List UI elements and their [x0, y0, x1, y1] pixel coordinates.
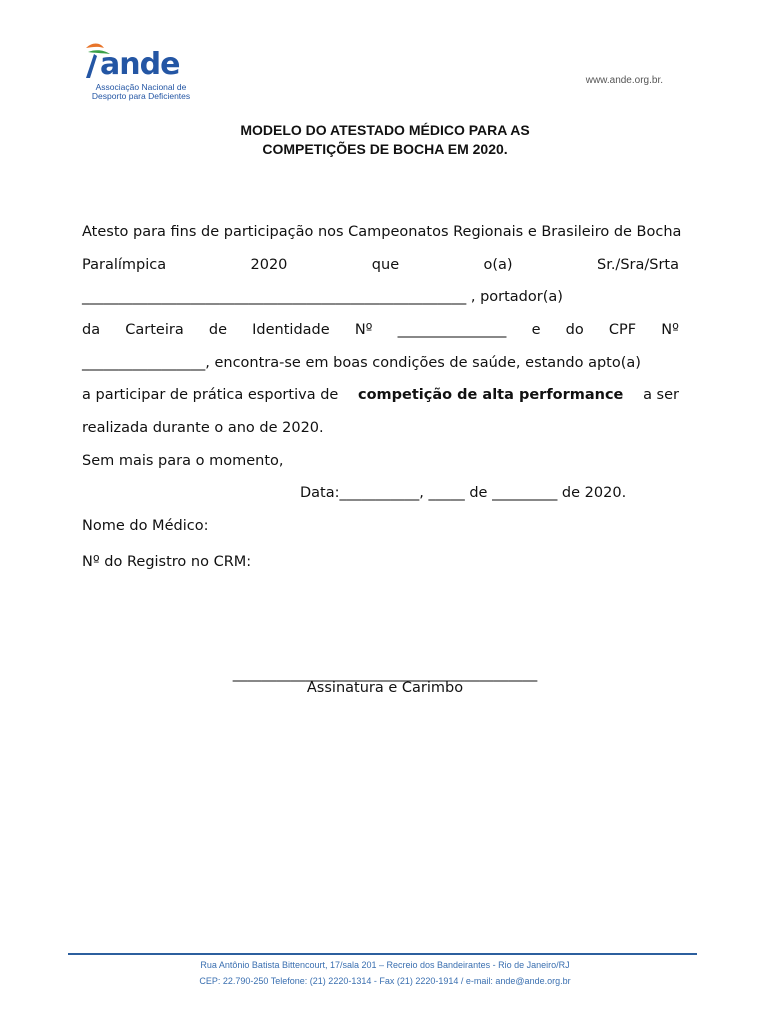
text-before-bold: a participar de prática esportiva de [82, 387, 339, 403]
paragraph-line-1: Atesto para fins de participação nos Campeonatos Regionais e Brasileiro de Bocha [82, 224, 682, 240]
word: Identidade [252, 322, 330, 338]
document-title [0, 121, 770, 159]
word: 2020 [250, 257, 288, 273]
signature-rule: __________________________________________ [232, 666, 538, 682]
word: Paralímpica [82, 257, 167, 273]
bold-phrase: competição de alta performance [358, 387, 624, 403]
title-line2: COMPETIÇÕES DE BOCHA EM 2020. [262, 141, 508, 157]
word: do [565, 322, 584, 338]
word: o(a) [483, 257, 513, 273]
logo-subtitle-line1: Associação Nacional de [95, 82, 187, 92]
website-url: www.ande.org.br. [585, 75, 663, 86]
identity-number-blank: _______________ [397, 322, 507, 338]
word: da [82, 322, 101, 338]
logo-subtitle [86, 83, 196, 101]
doctor-name-label: Nome do Médico: [82, 518, 209, 534]
date-line: Data:___________, _____ de _________ de 2020. [300, 485, 627, 501]
word: CPF [608, 322, 637, 338]
signature-label: Assinatura e Carimbo [306, 680, 464, 696]
word: Nº [661, 322, 679, 338]
crm-label: Nº do Registro no CRM: [82, 554, 252, 570]
paragraph-line-6 [82, 385, 679, 405]
paragraph-line-5: _________________, encontra-se em boas condições de saúde, estando apto(a) [82, 355, 641, 371]
paragraph-line-7: realizada durante o ano de 2020. [82, 420, 324, 436]
paragraph-line-2 [82, 255, 679, 275]
word: que [371, 257, 400, 273]
footer-divider [68, 953, 697, 955]
word: Nº [354, 322, 373, 338]
logo-subtitle-line2: Desporto para Deficientes [91, 91, 191, 101]
word: Carteira [125, 322, 184, 338]
word: e [531, 322, 541, 338]
footer-contact: CEP: 22.790-250 Telefone: (21) 2220-1314 - Fax (21) 2220-1914 / e-mail: ande@ande.org.br [199, 976, 571, 986]
paragraph-line-4 [82, 320, 679, 340]
title-line1: MODELO DO ATESTADO MÉDICO PARA AS [240, 122, 530, 138]
word: de [208, 322, 227, 338]
paragraph-line-3-name-field: _____________________________________________________ , portador(a) [82, 289, 563, 305]
text-after-bold: a ser [643, 387, 679, 403]
logo-wordmark: ande [100, 47, 180, 82]
word: Sr./Sra/Srta [596, 257, 679, 273]
footer-address: Rua Antônio Batista Bittencourt, 17/sala 201 – Recreio dos Bandeirantes - Rio de Janeiro/RJ [200, 960, 570, 970]
closing-line: Sem mais para o momento, [82, 453, 284, 469]
ande-logo [80, 40, 200, 102]
